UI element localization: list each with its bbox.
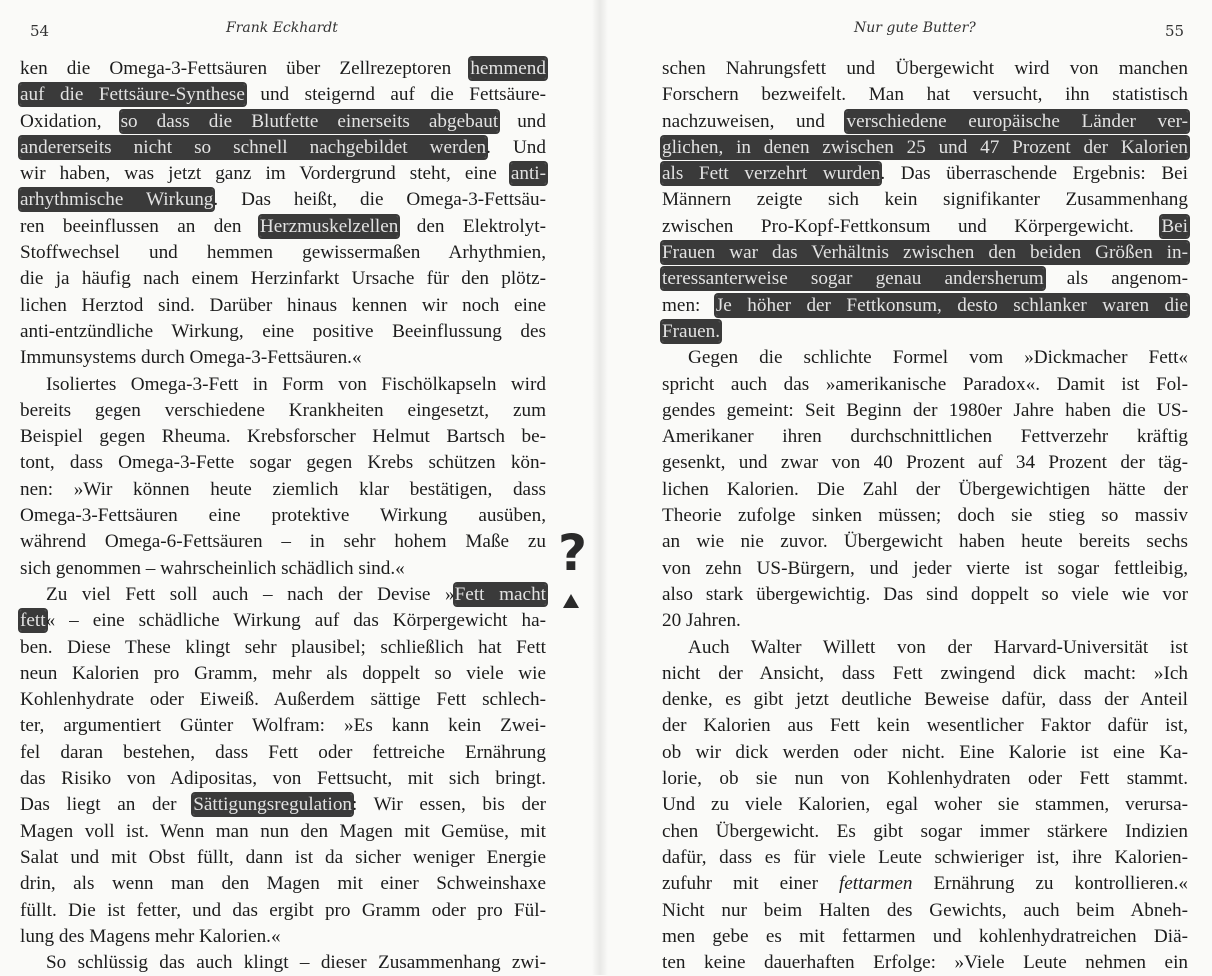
text-line — [662, 845, 1188, 871]
redacted-highlight: anti- — [510, 163, 546, 185]
text-segment: tont, dass Omega-3-Fette sogar gegen Krebs schützen kön- — [20, 452, 546, 474]
text-line — [20, 293, 546, 319]
text-segment: Magen voll ist. Wenn man nun den Magen mit Gemüse, mit — [20, 820, 546, 842]
text-segment: Nicht nur beim Halten des Gewichts, auch beim Abneh- — [662, 899, 1188, 921]
text-segment: men: — [662, 294, 716, 316]
redacted-highlight: auf die Fettsäure-Synthese — [20, 84, 245, 106]
left-page — [0, 0, 600, 975]
text-line — [20, 503, 546, 529]
text-segment: also stark übergewichtig. Das sind doppelt so viele wie vor — [662, 583, 1188, 605]
text-line — [20, 635, 546, 661]
text-line — [662, 266, 1188, 292]
text-line — [662, 713, 1188, 739]
text-line — [662, 661, 1188, 687]
text-line — [662, 319, 1188, 345]
text-segment: Forschern bezweifelt. Man hat versucht, ihn statistisch — [662, 84, 1188, 106]
text-line — [20, 529, 546, 555]
text-segment: an wie nie zuvor. Übergewicht haben heute bereits sechs — [662, 531, 1188, 553]
text-segment: sich genommen – wahrscheinlich schädlich sind.« — [20, 557, 405, 579]
text-segment: drin, als wenn man den Magen mit einer Schweinshaxe — [20, 873, 546, 895]
text-segment: nicht der Ansicht, dass Fett zwingend dick macht: »Ich — [662, 662, 1188, 684]
redacted-highlight: arhythmische Wirkung — [20, 189, 214, 211]
text-line — [662, 635, 1188, 661]
text-line — [662, 372, 1188, 398]
redacted-highlight: verschiedene europäische Länder ver- — [846, 110, 1188, 132]
text-line — [662, 293, 1188, 319]
running-head-left: Frank Eckhardt — [226, 20, 338, 36]
text-segment: während Omega-6-Fettsäuren – in sehr hohem Maße zu — [20, 531, 546, 553]
text-line — [662, 82, 1188, 108]
text-line — [20, 109, 546, 135]
text-segment: denke, es gibt jetzt deutliche Beweise dafür, dass der Anteil — [662, 689, 1188, 711]
redacted-highlight: glichen, in denen zwischen 25 und 47 Prozent der Kalorien — [662, 136, 1188, 158]
text-segment: anti-entzündliche Wirkung, eine positive Beeinflussung des — [20, 320, 546, 342]
text-segment: gesenkt, und zwar von 40 Prozent auf 34 Prozent der täg- — [662, 452, 1188, 474]
text-segment: Auch Walter Willett von der Harvard-Universität ist — [688, 636, 1188, 658]
text-segment: und — [498, 110, 546, 132]
text-segment: zufuhr mit einer — [662, 873, 839, 895]
text-line — [20, 187, 546, 213]
text-segment: bereits gegen verschiedene Krankheiten eingesetzt, zum — [20, 399, 546, 421]
text-segment: 20 Jahren. — [662, 610, 741, 632]
text-segment: Oxidation, — [20, 110, 121, 132]
text-line — [20, 845, 546, 871]
text-line — [662, 214, 1188, 240]
text-line — [20, 214, 546, 240]
text-line — [20, 135, 546, 161]
text-line — [662, 819, 1188, 845]
text-segment: Und zu viele Kalorien, egal woher sie stammen, verursa- — [662, 794, 1188, 816]
text-line — [20, 582, 546, 608]
text-line — [20, 950, 546, 976]
text-line — [20, 898, 546, 924]
text-line — [662, 161, 1188, 187]
text-segment: Stoffwechsel und hemmen gewissermaßen Arhythmien, — [20, 242, 546, 264]
text-segment: lichen Kalorien. Die Zahl der Übergewichtigen hätte der — [662, 478, 1188, 500]
redacted-highlight: Je höher der Fettkonsum, desto schlanker waren die — [715, 294, 1189, 316]
text-line — [20, 266, 546, 292]
text-line — [662, 240, 1188, 266]
text-segment: füllt. Die ist fetter, und das ergibt pro Gramm oder pro Fül- — [20, 899, 546, 921]
text-segment: Zu viel Fett soll auch – nach der Devise » — [46, 583, 455, 605]
text-line — [662, 608, 1188, 634]
text-segment: Salat und mit Obst füllt, dann ist da sicher weniger Energie — [20, 846, 546, 868]
text-segment: . Das überraschende Ergebnis: Bei — [880, 163, 1188, 185]
text-line — [20, 56, 546, 82]
redacted-highlight: so dass die Blutfette einerseits abgebaut — [120, 110, 499, 132]
redacted-highlight: Fett macht — [454, 583, 546, 605]
text-line — [20, 345, 546, 371]
text-line — [20, 161, 546, 187]
text-line — [662, 477, 1188, 503]
text-segment: Beispiel gegen Rheuma. Krebsforscher Helmut Bartsch be- — [20, 426, 546, 448]
text-line — [20, 792, 546, 818]
text-line — [20, 713, 546, 739]
text-line — [662, 924, 1188, 950]
text-segment: Amerikaner ihren durchschnittlichen Fettverzehr kräftig — [662, 426, 1188, 448]
text-line — [20, 871, 546, 897]
text-segment: men gebe es mit fettarmen und kohlenhydratreichen Diä- — [662, 925, 1188, 947]
text-line — [662, 740, 1188, 766]
text-segment: Isoliertes Omega-3-Fett in Form von Fischölkapseln wird — [46, 373, 546, 395]
text-segment: lung des Magens mehr Kalorien.« — [20, 925, 281, 947]
text-line — [20, 608, 546, 634]
text-line — [20, 372, 546, 398]
redacted-highlight: teressanterweise sogar genau andersherum — [662, 268, 1044, 290]
text-segment: fel daran bestehen, dass Fett oder fettreiche Ernährung — [20, 741, 546, 763]
text-segment: das Risiko von Adipositas, von Fettsucht, mit sich bringt. — [20, 768, 546, 790]
text-segment: Ernährung zu kontrollieren.« — [912, 873, 1188, 895]
text-line — [662, 109, 1188, 135]
right-page-body — [662, 56, 1188, 976]
text-line — [662, 871, 1188, 897]
text-segment: als angenom- — [1043, 268, 1188, 290]
text-segment: dafür, dass es für viele Leute schwieriger ist, ihre Kalorien- — [662, 846, 1188, 868]
italic-text: fettarmen — [838, 873, 913, 895]
text-segment: den Elektrolyt- — [398, 215, 546, 237]
text-line — [20, 477, 546, 503]
text-segment: So schlüssig das auch klingt – dieser Zusammenhang zwi- — [46, 952, 546, 974]
text-line — [20, 687, 546, 713]
text-line — [20, 240, 546, 266]
text-line — [20, 424, 546, 450]
text-line — [662, 450, 1188, 476]
text-line — [20, 766, 546, 792]
text-line — [20, 819, 546, 845]
text-segment: lorie, ob sie nun von Kohlenhydraten oder Fett stammt. — [662, 768, 1188, 790]
page-number-right: 55 — [1165, 22, 1185, 40]
text-segment: ben. Diese These klingt sehr plausibel; schließlich hat Fett — [20, 636, 546, 658]
text-segment: Das liegt an der — [20, 794, 194, 816]
margin-arrow-mark — [563, 594, 579, 608]
running-head-right: Nur gute Butter? — [854, 20, 976, 36]
text-line — [20, 398, 546, 424]
redacted-highlight: Herzmuskelzellen — [259, 215, 399, 237]
text-line — [20, 924, 546, 950]
text-line — [662, 529, 1188, 555]
text-line — [662, 582, 1188, 608]
text-segment: neun Kalorien pro Gramm, mehr als doppelt so viele wie — [20, 662, 546, 684]
text-line — [20, 450, 546, 476]
text-segment: nachzuweisen, und — [662, 110, 847, 132]
text-line — [20, 556, 546, 582]
redacted-highlight: hemmend — [470, 58, 546, 79]
text-segment: Männern zeigte sich kein signifikanter Zusammenhang — [662, 189, 1188, 211]
text-line — [662, 950, 1188, 976]
redacted-highlight: als Fett verzehrt wurden — [662, 163, 881, 185]
text-segment: . Das heißt, die Omega-3-Fettsäu- — [213, 189, 546, 211]
text-segment: Theorie zufolge sinken müssen; doch sie stieg so massiv — [662, 505, 1188, 527]
left-page-body — [20, 56, 546, 976]
text-line — [20, 319, 546, 345]
text-line — [20, 661, 546, 687]
text-segment: lichen Herztod sind. Darüber hinaus kennen wir noch eine — [20, 294, 546, 316]
text-line — [662, 766, 1188, 792]
text-line — [662, 56, 1188, 82]
text-segment: gendes gemeint: Seit Beginn der 1980er Jahre haben die US- — [662, 399, 1188, 421]
text-line — [20, 82, 546, 108]
text-segment: « – eine schädliche Wirkung auf das Körpergewicht ha- — [45, 610, 546, 632]
text-segment: spricht auch das »amerikanische Paradox«. Damit ist Fol- — [662, 373, 1188, 395]
text-line — [662, 556, 1188, 582]
text-line — [662, 792, 1188, 818]
text-segment: ren beeinflussen an den — [20, 215, 260, 237]
text-segment: der Kalorien aus Fett kein wesentlicher Faktor dafür ist, — [662, 715, 1188, 737]
text-line — [662, 898, 1188, 924]
margin-question-mark: ? — [558, 524, 588, 582]
text-segment: Immunsystems durch Omega-3-Fettsäuren.« — [20, 347, 362, 369]
text-segment: ken die Omega-3-Fettsäuren über Zellrezeptoren — [20, 58, 471, 79]
text-segment: zwischen Pro-Kopf-Fettkonsum und Körpergewicht. — [662, 215, 1162, 237]
text-segment: Kohlenhydrate oder Eiweiß. Außerdem sättige Fett schlech- — [20, 689, 546, 711]
text-line — [662, 503, 1188, 529]
text-segment: ten keine dauerhaften Erfolge: »Viele Leute nehmen ein — [662, 952, 1188, 974]
text-segment: und steigernd auf die Fettsäure- — [244, 84, 546, 106]
text-segment: die ja häufig nach einem Herzinfarkt Ursache für den plötz- — [20, 268, 546, 290]
redacted-highlight: Frauen war das Verhältnis zwischen den beiden Größen in- — [662, 242, 1188, 264]
text-segment: ob wir dick werden oder nicht. Eine Kalorie ist eine Ka- — [662, 741, 1188, 763]
text-line — [662, 187, 1188, 213]
text-line — [662, 424, 1188, 450]
text-segment: Omega-3-Fettsäuren eine protektive Wirkung ausüben, — [20, 505, 546, 527]
text-line — [662, 135, 1188, 161]
text-segment: nen: »Wir können heute ziemlich klar bestätigen, dass — [20, 478, 546, 500]
text-segment: wir haben, was jetzt ganz im Vordergrund steht, eine — [20, 163, 511, 185]
text-segment: von zehn US-Bürgern, und jeder vierte ist sogar fettleibig, — [662, 557, 1188, 579]
page-number-left: 54 — [30, 22, 50, 40]
text-segment: Gegen die schlichte Formel vom »Dickmacher Fett« — [688, 347, 1188, 369]
text-segment: chen Übergewicht. Es gibt sogar immer stärkere Indizien — [662, 820, 1188, 842]
text-segment: schen Nahrungsfett und Übergewicht wird von manchen — [662, 58, 1188, 79]
text-line — [20, 740, 546, 766]
text-segment: ter, argumentiert Günter Wolfram: »Es kann kein Zwei- — [20, 715, 546, 737]
redacted-highlight: Sättigungsregulation — [193, 794, 353, 816]
text-line — [662, 345, 1188, 371]
text-segment: . Und — [486, 136, 546, 158]
text-line — [662, 687, 1188, 713]
right-page — [600, 0, 1212, 975]
redacted-highlight: andererseits nicht so schnell nachgebildet werden — [20, 136, 487, 158]
redacted-highlight: Frauen. — [662, 320, 721, 342]
redacted-highlight: Bei — [1161, 215, 1188, 237]
redacted-highlight: fett — [20, 610, 46, 632]
text-segment: : Wir essen, bis der — [352, 794, 546, 816]
text-line — [662, 398, 1188, 424]
